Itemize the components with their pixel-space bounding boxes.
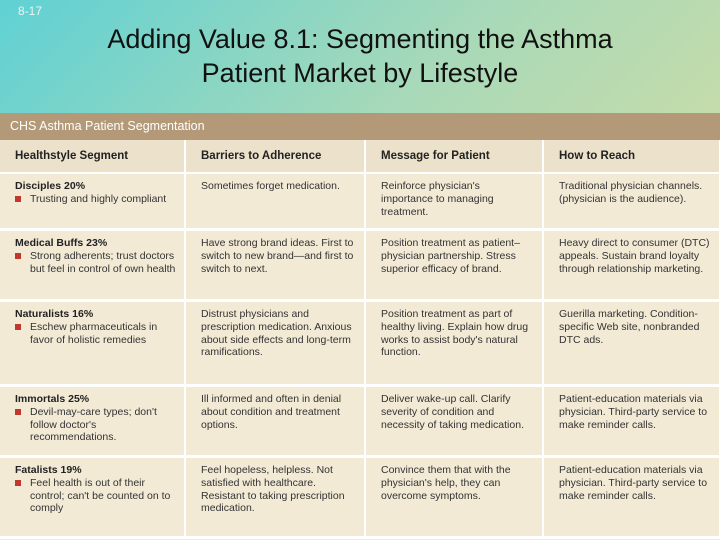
slide-number: 8-17 xyxy=(18,4,43,18)
column-header: Barriers to Adherence xyxy=(185,140,365,173)
bullet-square-icon xyxy=(15,324,21,330)
segment-name: Immortals 25% xyxy=(15,393,90,405)
reach-cell: Patient-education materials via physician. Third-party service to make reminder calls. xyxy=(543,457,720,538)
exhibit-title: CHS Asthma Patient Segmentation xyxy=(0,113,720,140)
segment-cell xyxy=(0,173,185,230)
table-header-row xyxy=(0,140,720,173)
bullet-square-icon xyxy=(15,480,21,486)
table-row xyxy=(0,230,720,301)
reach-cell: Patient-education materials via physician. Third-party service to make reminder calls. xyxy=(543,386,720,457)
barriers-cell: Distrust physicians and prescription medication. Anxious about side effects and long-term ramifications. xyxy=(185,301,365,386)
column-header: Healthstyle Segment xyxy=(0,140,185,173)
message-cell: Deliver wake-up call. Clarify severity of condition and necessity of taking medication. xyxy=(365,386,543,457)
segment-cell xyxy=(0,386,185,457)
barriers-cell: Ill informed and often in denial about condition and treatment options. xyxy=(185,386,365,457)
table-row xyxy=(0,386,720,457)
message-cell: Convince them that with the physician's help, they can overcome symptoms. xyxy=(365,457,543,538)
table-row xyxy=(0,173,720,230)
reach-cell: Heavy direct to consumer (DTC) appeals. Sustain brand loyalty through relationship marketing. xyxy=(543,230,720,301)
segment-name: Naturalists 16% xyxy=(15,308,94,320)
barriers-cell: Feel hopeless, helpless. Not satisfied with healthcare. Resistant to taking prescription medication. xyxy=(185,457,365,538)
message-cell: Position treatment as patient–physician partnership. Stress superior efficacy of brand. xyxy=(365,230,543,301)
segment-cell xyxy=(0,230,185,301)
bullet-square-icon xyxy=(15,196,21,202)
segment-name: Medical Buffs 23% xyxy=(15,237,108,249)
segmentation-table xyxy=(0,140,720,539)
segment-description: Eschew pharmaceuticals in favor of holistic remedies xyxy=(30,320,158,346)
column-header: How to Reach xyxy=(543,140,720,173)
barriers-cell: Sometimes forget medication. xyxy=(185,173,365,230)
slide-title xyxy=(40,22,680,90)
segment-name: Fatalists 19% xyxy=(15,464,82,476)
segment-description: Trusting and highly compliant xyxy=(30,192,167,205)
segment-cell xyxy=(0,301,185,386)
barriers-cell: Have strong brand ideas. First to switch to new brand—and first to switch to next. xyxy=(185,230,365,301)
reach-cell: Guerilla marketing. Condition-specific Web site, nonbranded DTC ads. xyxy=(543,301,720,386)
segmentation-exhibit xyxy=(0,113,720,540)
table-row xyxy=(0,301,720,386)
segment-cell xyxy=(0,457,185,538)
column-header: Message for Patient xyxy=(365,140,543,173)
segment-description: Feel health is out of their control; can't be counted on to comply xyxy=(30,476,171,515)
table-row xyxy=(0,457,720,538)
segment-name: Disciples 20% xyxy=(15,180,86,192)
bullet-square-icon xyxy=(15,409,21,415)
reach-cell: Traditional physician channels. (physician is the audience). xyxy=(543,173,720,230)
title-line-1: Adding Value 8.1: Segmenting the Asthma xyxy=(107,24,613,54)
segment-description: Strong adherents; trust doctors but feel in control of own health xyxy=(30,249,176,275)
title-line-2: Patient Market by Lifestyle xyxy=(201,58,519,88)
segment-description: Devil-may-care types; don't follow doctor's recommendations. xyxy=(30,405,157,444)
message-cell: Position treatment as part of healthy living. Explain how drug works to assist body's natural function. xyxy=(365,301,543,386)
bullet-square-icon xyxy=(15,253,21,259)
message-cell: Reinforce physician's importance to managing treatment. xyxy=(365,173,543,230)
